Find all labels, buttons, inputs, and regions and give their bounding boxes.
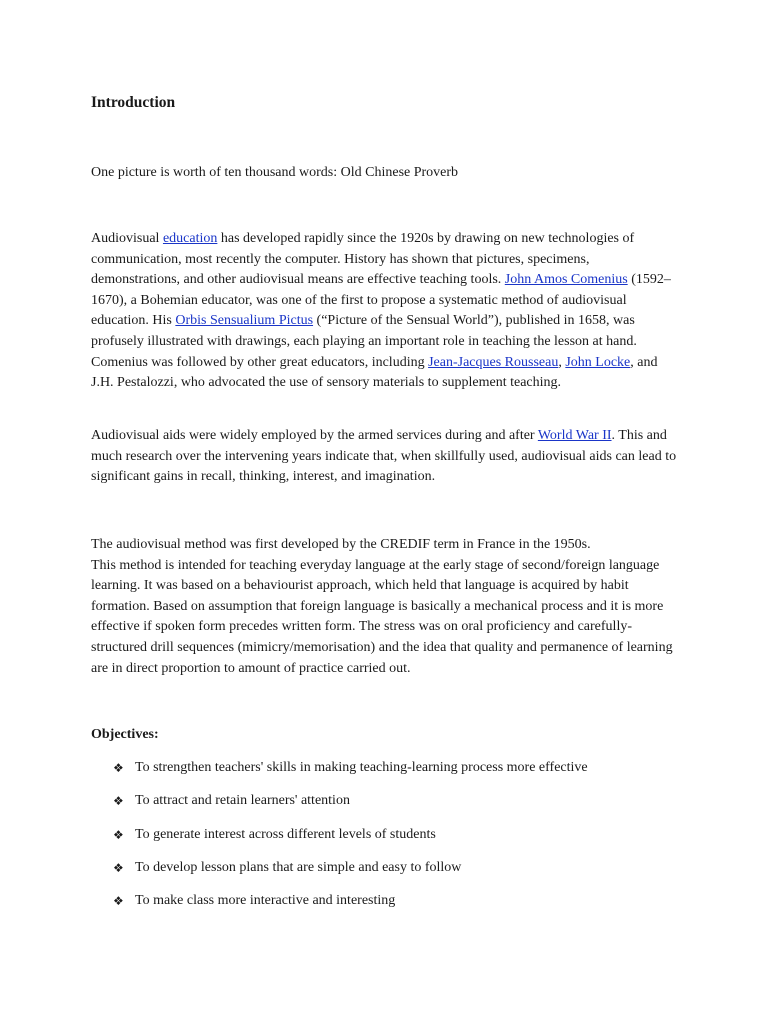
diamond-bullet-icon: ❖ xyxy=(113,861,124,875)
diamond-bullet-icon: ❖ xyxy=(113,794,124,808)
p1-text-4: (“Picture of the Sensual World”), published in 1658, was profusely illustrated with drawings, each playing an important role in teaching the lesson at hand. Comenius was followed by other great educators, including xyxy=(91,313,637,370)
link-rousseau[interactable]: Jean-Jacques Rousseau xyxy=(428,354,559,370)
objective-text: To generate interest across different levels of students xyxy=(135,827,436,842)
p1-text-5: , xyxy=(558,354,566,370)
paragraph-armed-services xyxy=(91,426,681,488)
introduction-heading: Introduction xyxy=(91,94,176,111)
objective-text: To develop lesson plans that are simple and easy to follow xyxy=(135,860,462,875)
objective-item xyxy=(113,891,673,911)
paragraph-credif xyxy=(91,535,681,679)
objective-item xyxy=(113,791,673,811)
p1-text-3: (1592–1670), a Bohemian educator, was one of the first to propose a systematic method of audiovisual education. His xyxy=(91,272,671,329)
p2-text-2: . This and much research over the intervening years indicate that, when skillfully used, audiovisual aids can lead to significant gains in recall, thinking, interest, and imagination. xyxy=(91,428,677,485)
objective-item xyxy=(113,825,673,845)
link-locke[interactable]: John Locke xyxy=(565,354,631,370)
objective-item xyxy=(113,758,673,778)
p2-text-1: Audiovisual aids were widely employed by the armed services during and after xyxy=(91,428,538,443)
p3-line-1: The audiovisual method was first developed by the CREDIF term in France in the 1950s. xyxy=(91,537,591,552)
objective-text: To make class more interactive and interesting xyxy=(135,893,396,908)
p3-rest: This method is intended for teaching everyday language at the early stage of second/foreign language learning. It was based on a behaviourist approach, which held that language is acquired by habit formation. Based on assumption that foreign language is basically a mechanical process and it is more effective if spoken form precedes written form. The stress was on oral proficiency and carefully- structured drill sequences (mimicry/memorisation) and the idea that quality and permanence of learning are in direct proportion to amount of practice carried out. xyxy=(91,557,673,676)
diamond-bullet-icon: ❖ xyxy=(113,761,124,775)
proverb-line: One picture is worth of ten thousand words: Old Chinese Proverb xyxy=(91,165,459,180)
diamond-bullet-icon: ❖ xyxy=(113,894,124,908)
p1-text-1: Audiovisual xyxy=(91,231,163,246)
diamond-bullet-icon: ❖ xyxy=(113,828,124,842)
p1-text-6: , and J.H. Pestalozzi, who advocated the use of sensory materials to supplement teaching. xyxy=(91,354,658,391)
objective-item xyxy=(113,858,673,878)
objectives-heading: Objectives: xyxy=(91,727,159,742)
link-world-war-ii[interactable]: World War II xyxy=(537,428,612,443)
paragraph-history xyxy=(91,229,681,394)
link-orbis-sensualium-pictus[interactable]: Orbis Sensualium Pictus xyxy=(175,313,314,329)
link-comenius[interactable]: John Amos Comenius xyxy=(504,272,628,288)
link-education[interactable]: education xyxy=(162,231,218,246)
objective-text: To strengthen teachers' skills in making teaching-learning process more effective xyxy=(135,760,588,775)
objective-text: To attract and retain learners' attention xyxy=(135,793,350,808)
p1-text-2: has developed rapidly since the 1920s by drawing on new technologies of communication, most recently the computer. History has shown that pictures, specimens, demonstrations, and other audiovisual means are effective teaching tools. xyxy=(91,231,635,288)
